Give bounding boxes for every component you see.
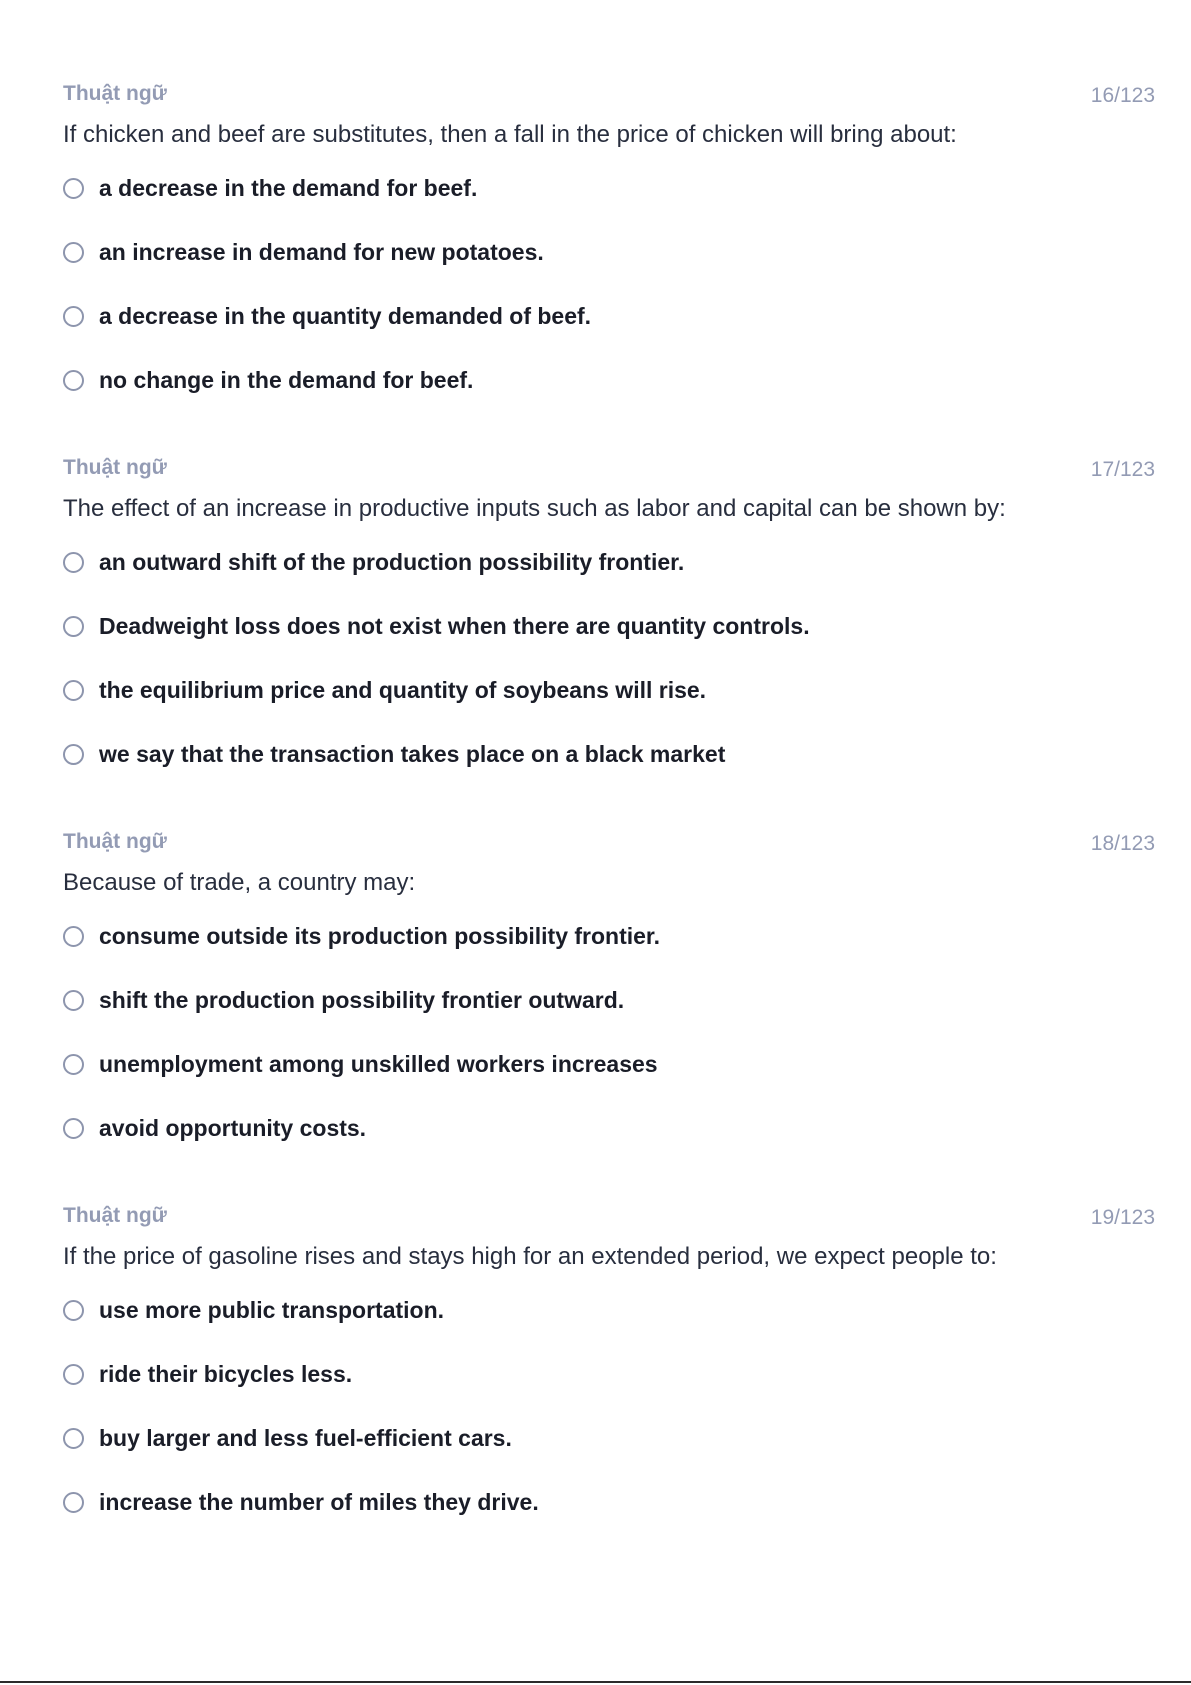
answer-option-label[interactable]: Deadweight loss does not exist when there are quantity controls. xyxy=(99,612,810,639)
radio-circle-icon[interactable] xyxy=(63,1492,84,1513)
radio-circle-icon[interactable] xyxy=(63,552,84,573)
answer-option[interactable] xyxy=(63,1359,1155,1389)
answer-option-label[interactable]: a decrease in the demand for beef. xyxy=(99,174,478,201)
answer-option[interactable] xyxy=(63,237,1155,267)
question-card xyxy=(63,452,1155,826)
answer-option[interactable] xyxy=(63,547,1155,577)
question-counter: 16/123 xyxy=(1090,84,1155,107)
term-label: Thuật ngữ xyxy=(63,82,167,105)
question-card xyxy=(63,1200,1155,1574)
question-counter: 18/123 xyxy=(1090,832,1155,855)
answer-option[interactable] xyxy=(63,675,1155,705)
answer-option-label[interactable]: avoid opportunity costs. xyxy=(99,1114,367,1141)
question-card xyxy=(63,826,1155,1200)
radio-circle-icon[interactable] xyxy=(63,1364,84,1385)
quiz-page xyxy=(63,78,1155,1574)
answer-option[interactable] xyxy=(63,173,1155,203)
page-bottom-divider xyxy=(0,1681,1191,1683)
answer-option-label[interactable]: the equilibrium price and quantity of soybeans will rise. xyxy=(99,676,707,703)
answer-option[interactable] xyxy=(63,921,1155,951)
answer-option-label[interactable]: unemployment among unskilled workers increases xyxy=(99,1050,658,1077)
answer-option-label[interactable]: shift the production possibility frontier outward. xyxy=(99,986,625,1013)
answer-options xyxy=(63,921,1155,1143)
question-counter: 17/123 xyxy=(1090,458,1155,481)
answer-option[interactable] xyxy=(63,1295,1155,1325)
answer-option-label[interactable]: ride their bicycles less. xyxy=(99,1360,353,1387)
radio-circle-icon[interactable] xyxy=(63,1054,84,1075)
question-header xyxy=(63,452,1155,484)
radio-circle-icon[interactable] xyxy=(63,990,84,1011)
question-header xyxy=(63,1200,1155,1232)
term-label: Thuật ngữ xyxy=(63,830,167,853)
answer-options xyxy=(63,547,1155,769)
question-header xyxy=(63,826,1155,858)
answer-options xyxy=(63,173,1155,395)
radio-circle-icon[interactable] xyxy=(63,680,84,701)
radio-circle-icon[interactable] xyxy=(63,616,84,637)
answer-options xyxy=(63,1295,1155,1517)
answer-option-label[interactable]: increase the number of miles they drive. xyxy=(99,1488,539,1515)
radio-circle-icon[interactable] xyxy=(63,1428,84,1449)
radio-circle-icon[interactable] xyxy=(63,1300,84,1321)
answer-option-label[interactable]: no change in the demand for beef. xyxy=(99,366,474,393)
radio-circle-icon[interactable] xyxy=(63,370,84,391)
answer-option[interactable] xyxy=(63,1487,1155,1517)
question-card xyxy=(63,78,1155,452)
question-text: If chicken and beef are substitutes, then a fall in the price of chicken will bring about: xyxy=(63,121,957,148)
answer-option[interactable] xyxy=(63,1423,1155,1453)
question-counter: 19/123 xyxy=(1090,1206,1155,1229)
question-header xyxy=(63,78,1155,110)
radio-circle-icon[interactable] xyxy=(63,306,84,327)
radio-circle-icon[interactable] xyxy=(63,926,84,947)
answer-option-label[interactable]: we say that the transaction takes place on a black market xyxy=(99,740,726,767)
question-text: Because of trade, a country may: xyxy=(63,869,416,896)
question-text: If the price of gasoline rises and stays high for an extended period, we expect people to: xyxy=(63,1243,997,1270)
answer-option-label[interactable]: buy larger and less fuel-efficient cars. xyxy=(99,1424,512,1451)
answer-option-label[interactable]: an outward shift of the production possibility frontier. xyxy=(99,548,685,575)
term-label: Thuật ngữ xyxy=(63,456,167,479)
answer-option-label[interactable]: a decrease in the quantity demanded of beef. xyxy=(99,302,592,329)
answer-option[interactable] xyxy=(63,1049,1155,1079)
radio-circle-icon[interactable] xyxy=(63,1118,84,1139)
question-text: The effect of an increase in productive inputs such as labor and capital can be shown by: xyxy=(63,495,1006,522)
answer-option[interactable] xyxy=(63,739,1155,769)
answer-option[interactable] xyxy=(63,611,1155,641)
answer-option[interactable] xyxy=(63,365,1155,395)
answer-option[interactable] xyxy=(63,1113,1155,1143)
radio-circle-icon[interactable] xyxy=(63,178,84,199)
answer-option[interactable] xyxy=(63,985,1155,1015)
radio-circle-icon[interactable] xyxy=(63,744,84,765)
term-label: Thuật ngữ xyxy=(63,1204,167,1227)
answer-option[interactable] xyxy=(63,301,1155,331)
radio-circle-icon[interactable] xyxy=(63,242,84,263)
answer-option-label[interactable]: an increase in demand for new potatoes. xyxy=(99,238,544,265)
answer-option-label[interactable]: use more public transportation. xyxy=(99,1296,445,1323)
answer-option-label[interactable]: consume outside its production possibility frontier. xyxy=(99,922,660,949)
